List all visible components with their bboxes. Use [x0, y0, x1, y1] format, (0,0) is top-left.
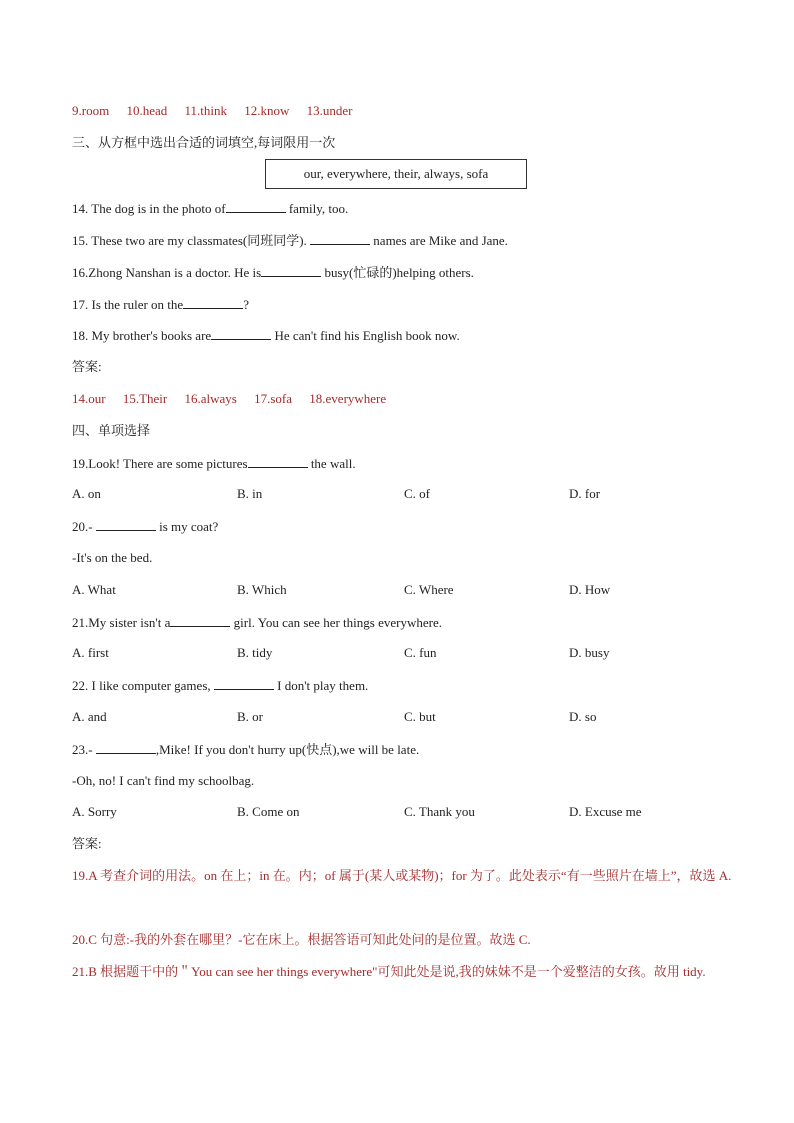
section3-heading: 三、从方框中选出合适的词填空,每词限用一次 [72, 135, 336, 150]
question-text: 21.My sister isn't a [72, 615, 171, 630]
blank-field[interactable] [211, 327, 271, 340]
option-c[interactable]: C. but [404, 709, 436, 724]
question-text: family, too. [285, 201, 349, 216]
answer-item: 17.sofa [254, 391, 293, 406]
blank-field[interactable] [96, 518, 156, 531]
question-text: 14. The dog is in the photo of [72, 201, 226, 216]
option-b[interactable]: B. Which [237, 582, 287, 597]
blank-field[interactable] [248, 455, 308, 468]
question-text: 23.- [72, 742, 96, 757]
option-d[interactable]: D. Excuse me [569, 804, 642, 819]
blank-field[interactable] [261, 264, 321, 277]
question-22 [72, 677, 368, 694]
answer-item: 16.always [184, 391, 237, 406]
explanation-19: 19.A 考查介词的用法。on 在上；in 在。内；of 属于(某人或某物)；for 为了。此处表示“有一些照片在墙上”，故选 A. [72, 868, 732, 883]
question-18 [72, 327, 460, 344]
answers-section3 [72, 391, 400, 407]
option-d[interactable]: D. How [569, 582, 611, 597]
question-text: 20.- [72, 519, 96, 534]
option-b[interactable]: B. Come on [237, 804, 300, 819]
answer-item: 9.room [72, 103, 110, 118]
question-text: 17. Is the ruler on the [72, 297, 184, 312]
word-box: our, everywhere, their, always, sofa [265, 159, 527, 189]
question-20 [72, 518, 218, 535]
question-text: the wall. [307, 456, 356, 471]
question-text: girl. You can see her things everywhere. [230, 615, 442, 630]
answer-item: 18.everywhere [309, 391, 387, 406]
answer-label: 答案: [72, 359, 102, 374]
option-d[interactable]: D. for [569, 486, 601, 501]
answer-item: 14.our [72, 391, 106, 406]
question-16 [72, 264, 474, 281]
option-c[interactable]: C. fun [404, 645, 437, 660]
answer-item: 12.know [244, 103, 290, 118]
answers-part2 [72, 103, 367, 119]
answer-item: 10.head [126, 103, 168, 118]
question-text: I don't play them. [273, 678, 369, 693]
option-a[interactable]: A. first [72, 645, 109, 660]
explanation-20: 20.C 句意:-我的外套在哪里？-它在床上。根据答语可知此处问的是位置。故选 C. [72, 932, 531, 947]
section4-heading: 四、单项选择 [72, 423, 151, 438]
question-text: is my coat? [155, 519, 219, 534]
question-text: names are Mike and Jane. [370, 233, 508, 248]
option-d[interactable]: D. busy [569, 645, 610, 660]
option-a[interactable]: A. on [72, 486, 101, 501]
option-b[interactable]: B. tidy [237, 645, 273, 660]
question-text: 22. I like computer games, [72, 678, 214, 693]
blank-field[interactable] [183, 296, 243, 309]
blank-field[interactable] [170, 614, 230, 627]
question-14 [72, 200, 348, 217]
option-a[interactable]: A. Sorry [72, 804, 117, 819]
question-text: 18. My brother's books are [72, 328, 212, 343]
question-21 [72, 614, 442, 631]
question-text: busy(忙碌的)helping others. [321, 265, 474, 280]
question-23 [72, 741, 419, 758]
option-c[interactable]: C. Where [404, 582, 454, 597]
option-b[interactable]: B. in [237, 486, 263, 501]
answer-item: 11.think [184, 103, 227, 118]
option-c[interactable]: C. of [404, 486, 430, 501]
question-15 [72, 232, 508, 249]
question-text: 19.Look! There are some pictures [72, 456, 248, 471]
option-a[interactable]: A. What [72, 582, 116, 597]
blank-field[interactable] [214, 677, 274, 690]
question-text: 15. These two are my classmates(同班同学). [72, 233, 311, 248]
option-a[interactable]: A. and [72, 709, 107, 724]
answer-item: 13.under [306, 103, 353, 118]
question-23-reply: -Oh, no! I can't find my schoolbag. [72, 773, 255, 788]
option-b[interactable]: B. or [237, 709, 263, 724]
blank-field[interactable] [310, 232, 370, 245]
blank-field[interactable] [96, 741, 156, 754]
answer-label: 答案: [72, 836, 102, 851]
question-text: 16.Zhong Nanshan is a doctor. He is [72, 265, 262, 280]
option-c[interactable]: C. Thank you [404, 804, 475, 819]
question-20-reply: -It's on the bed. [72, 550, 153, 565]
question-text: He can't find his English book now. [271, 328, 460, 343]
explanation-21: 21.B 根据题干中的＂You can see her things everywhere"可知此处是说,我的妹妹不是一个爱整洁的女孩。故用 tidy. [72, 964, 706, 979]
answer-item: 15.Their [122, 391, 168, 406]
question-text: ? [243, 297, 249, 312]
question-19 [72, 455, 356, 472]
option-d[interactable]: D. so [569, 709, 597, 724]
question-17 [72, 296, 249, 313]
question-text: ,Mike! If you don't hurry up(快点),we will be late. [155, 742, 420, 757]
blank-field[interactable] [226, 200, 286, 213]
